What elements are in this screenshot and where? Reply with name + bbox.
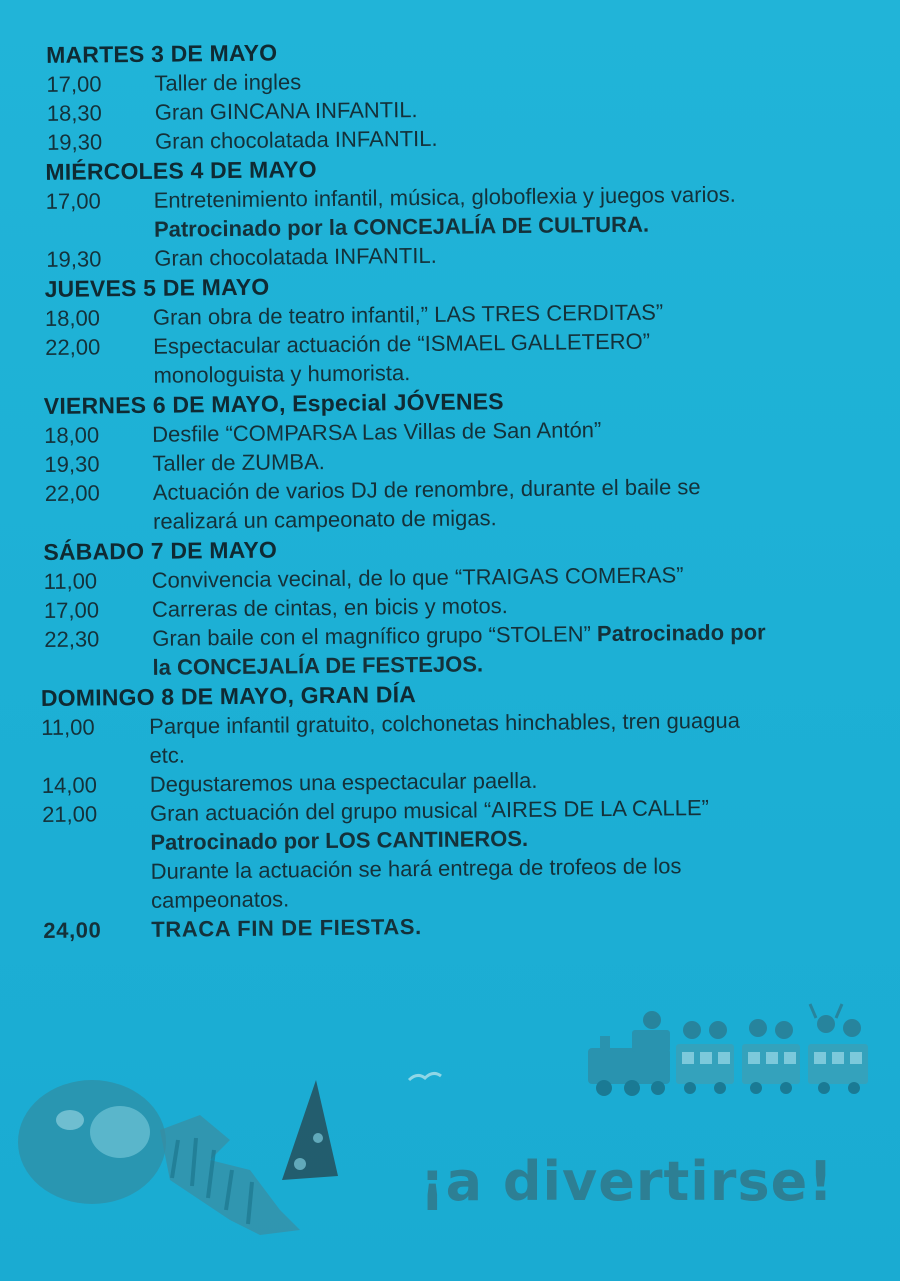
entry-line: Desfile “COMPARSA Las Villas de San Antón” — [152, 417, 602, 447]
sponsor-line: la CONCEJALÍA DE FESTEJOS. — [152, 651, 484, 680]
entry-text — [152, 616, 895, 682]
sponsor-line: Patrocinado por la CONCEJALÍA DE CULTURA. — [153, 211, 650, 242]
entry-time: 14,00 — [41, 772, 97, 799]
party-hat-icon — [282, 1080, 338, 1180]
entry-line-text: Gran baile con el magnífico grupo “STOLEN” — [152, 621, 591, 651]
slogan-text: ¡a divertirse! — [420, 1150, 834, 1213]
entry-line: Gran chocolatada INFANTIL. — [154, 242, 437, 271]
entry-time: 22,00 — [44, 480, 100, 506]
day-section — [44, 265, 891, 391]
entry-text — [150, 791, 897, 915]
entry-line: Taller de ingles — [154, 69, 302, 96]
schedule — [38, 31, 897, 945]
day-heading: VIERNES 6 DE MAYO, Especial JÓVENES — [43, 388, 504, 419]
schedule-entry — [44, 616, 895, 683]
entry-line: Gran GINCANA INFANTIL. — [154, 97, 418, 125]
entry-line: realizará un campeonato de migas. — [152, 505, 497, 534]
balloon-icon — [18, 1080, 166, 1204]
entry-line: etc. — [149, 742, 186, 768]
day-heading: DOMINGO 8 DE MAYO, GRAN DÍA — [40, 681, 417, 712]
day-section — [44, 382, 893, 537]
entry-time: 24,00 — [43, 917, 102, 943]
day-section — [41, 674, 898, 945]
entry-time: 19,30 — [46, 129, 103, 155]
entry-time: 19,30 — [46, 246, 102, 272]
day-section — [46, 31, 889, 157]
schedule-entry — [42, 791, 897, 916]
schedule-entry — [46, 178, 891, 245]
entry-text — [153, 324, 892, 390]
entry-line: Parque infantil gratuito, colchonetas hinchables, tren guagua — [149, 707, 741, 739]
entry-text — [153, 470, 894, 536]
entry-text — [149, 704, 896, 770]
entry-time: 19,30 — [44, 451, 100, 477]
entry-line: Carreras de cintas, en bicis y motos. — [151, 593, 508, 622]
day-heading: SÁBADO 7 DE MAYO — [43, 536, 278, 565]
entry-time: 11,00 — [41, 714, 95, 741]
sponsor-inline: Patrocinado por — [596, 619, 766, 647]
schedule-entry — [41, 704, 896, 771]
entry-time: 17,00 — [45, 188, 101, 214]
train-icon — [580, 1000, 880, 1100]
day-section — [43, 528, 894, 683]
entry-line: monologuista y humorista. — [153, 360, 411, 388]
entry-time: 21,00 — [41, 801, 98, 827]
sponsor-line: Patrocinado por LOS CANTINEROS. — [150, 825, 529, 855]
schedule-entry — [45, 324, 892, 391]
entry-line: Convivencia vecinal, de lo que “TRAIGAS COMERAS” — [151, 562, 684, 593]
entry-line: Gran chocolatada INFANTIL. — [154, 125, 438, 154]
entry-line: Durante la actuación se hará entrega de trofeos de los — [150, 853, 682, 884]
day-heading: JUEVES 5 DE MAYO — [44, 273, 270, 302]
schedule-entry — [45, 470, 894, 537]
day-section — [45, 148, 890, 274]
day-heading: MIÉRCOLES 4 DE MAYO — [45, 156, 317, 185]
entry-line: TRACA FIN DE FIESTAS. — [151, 914, 422, 942]
bird-icon — [405, 1066, 445, 1090]
entry-text — [154, 178, 891, 244]
entry-line: Gran actuación del grupo musical “AIRES DE LA CALLE” — [149, 795, 710, 826]
entry-line: campeonatos. — [150, 886, 290, 913]
entry-line: Degustaremos una espectacular paella. — [149, 767, 538, 797]
entry-time: 17,00 — [46, 71, 102, 97]
entry-time: 22,00 — [45, 334, 101, 360]
entry-time: 22,30 — [44, 626, 100, 652]
streamer-icon — [160, 1115, 300, 1235]
children-icon — [643, 1004, 861, 1039]
entry-time: 18,00 — [44, 422, 100, 448]
entry-time: 11,00 — [43, 568, 98, 594]
entry-line: Gran obra de teatro infantil,” LAS TRES CERDITAS” — [152, 299, 664, 330]
entry-line: Entretenimiento infantil, música, globoflexia y juegos varios. — [153, 181, 736, 213]
entry-line: Taller de ZUMBA. — [152, 449, 325, 476]
entry-time: 17,00 — [43, 597, 100, 623]
entry-time: 18,30 — [46, 100, 102, 126]
entry-time: 18,00 — [44, 305, 101, 331]
party-illustration — [0, 1060, 400, 1281]
entry-line: Espectacular actuación de “ISMAEL GALLETERO” — [153, 328, 651, 359]
day-heading: MARTES 3 DE MAYO — [46, 39, 278, 68]
entry-line: Actuación de varios DJ de renombre, durante el baile se — [152, 474, 701, 505]
